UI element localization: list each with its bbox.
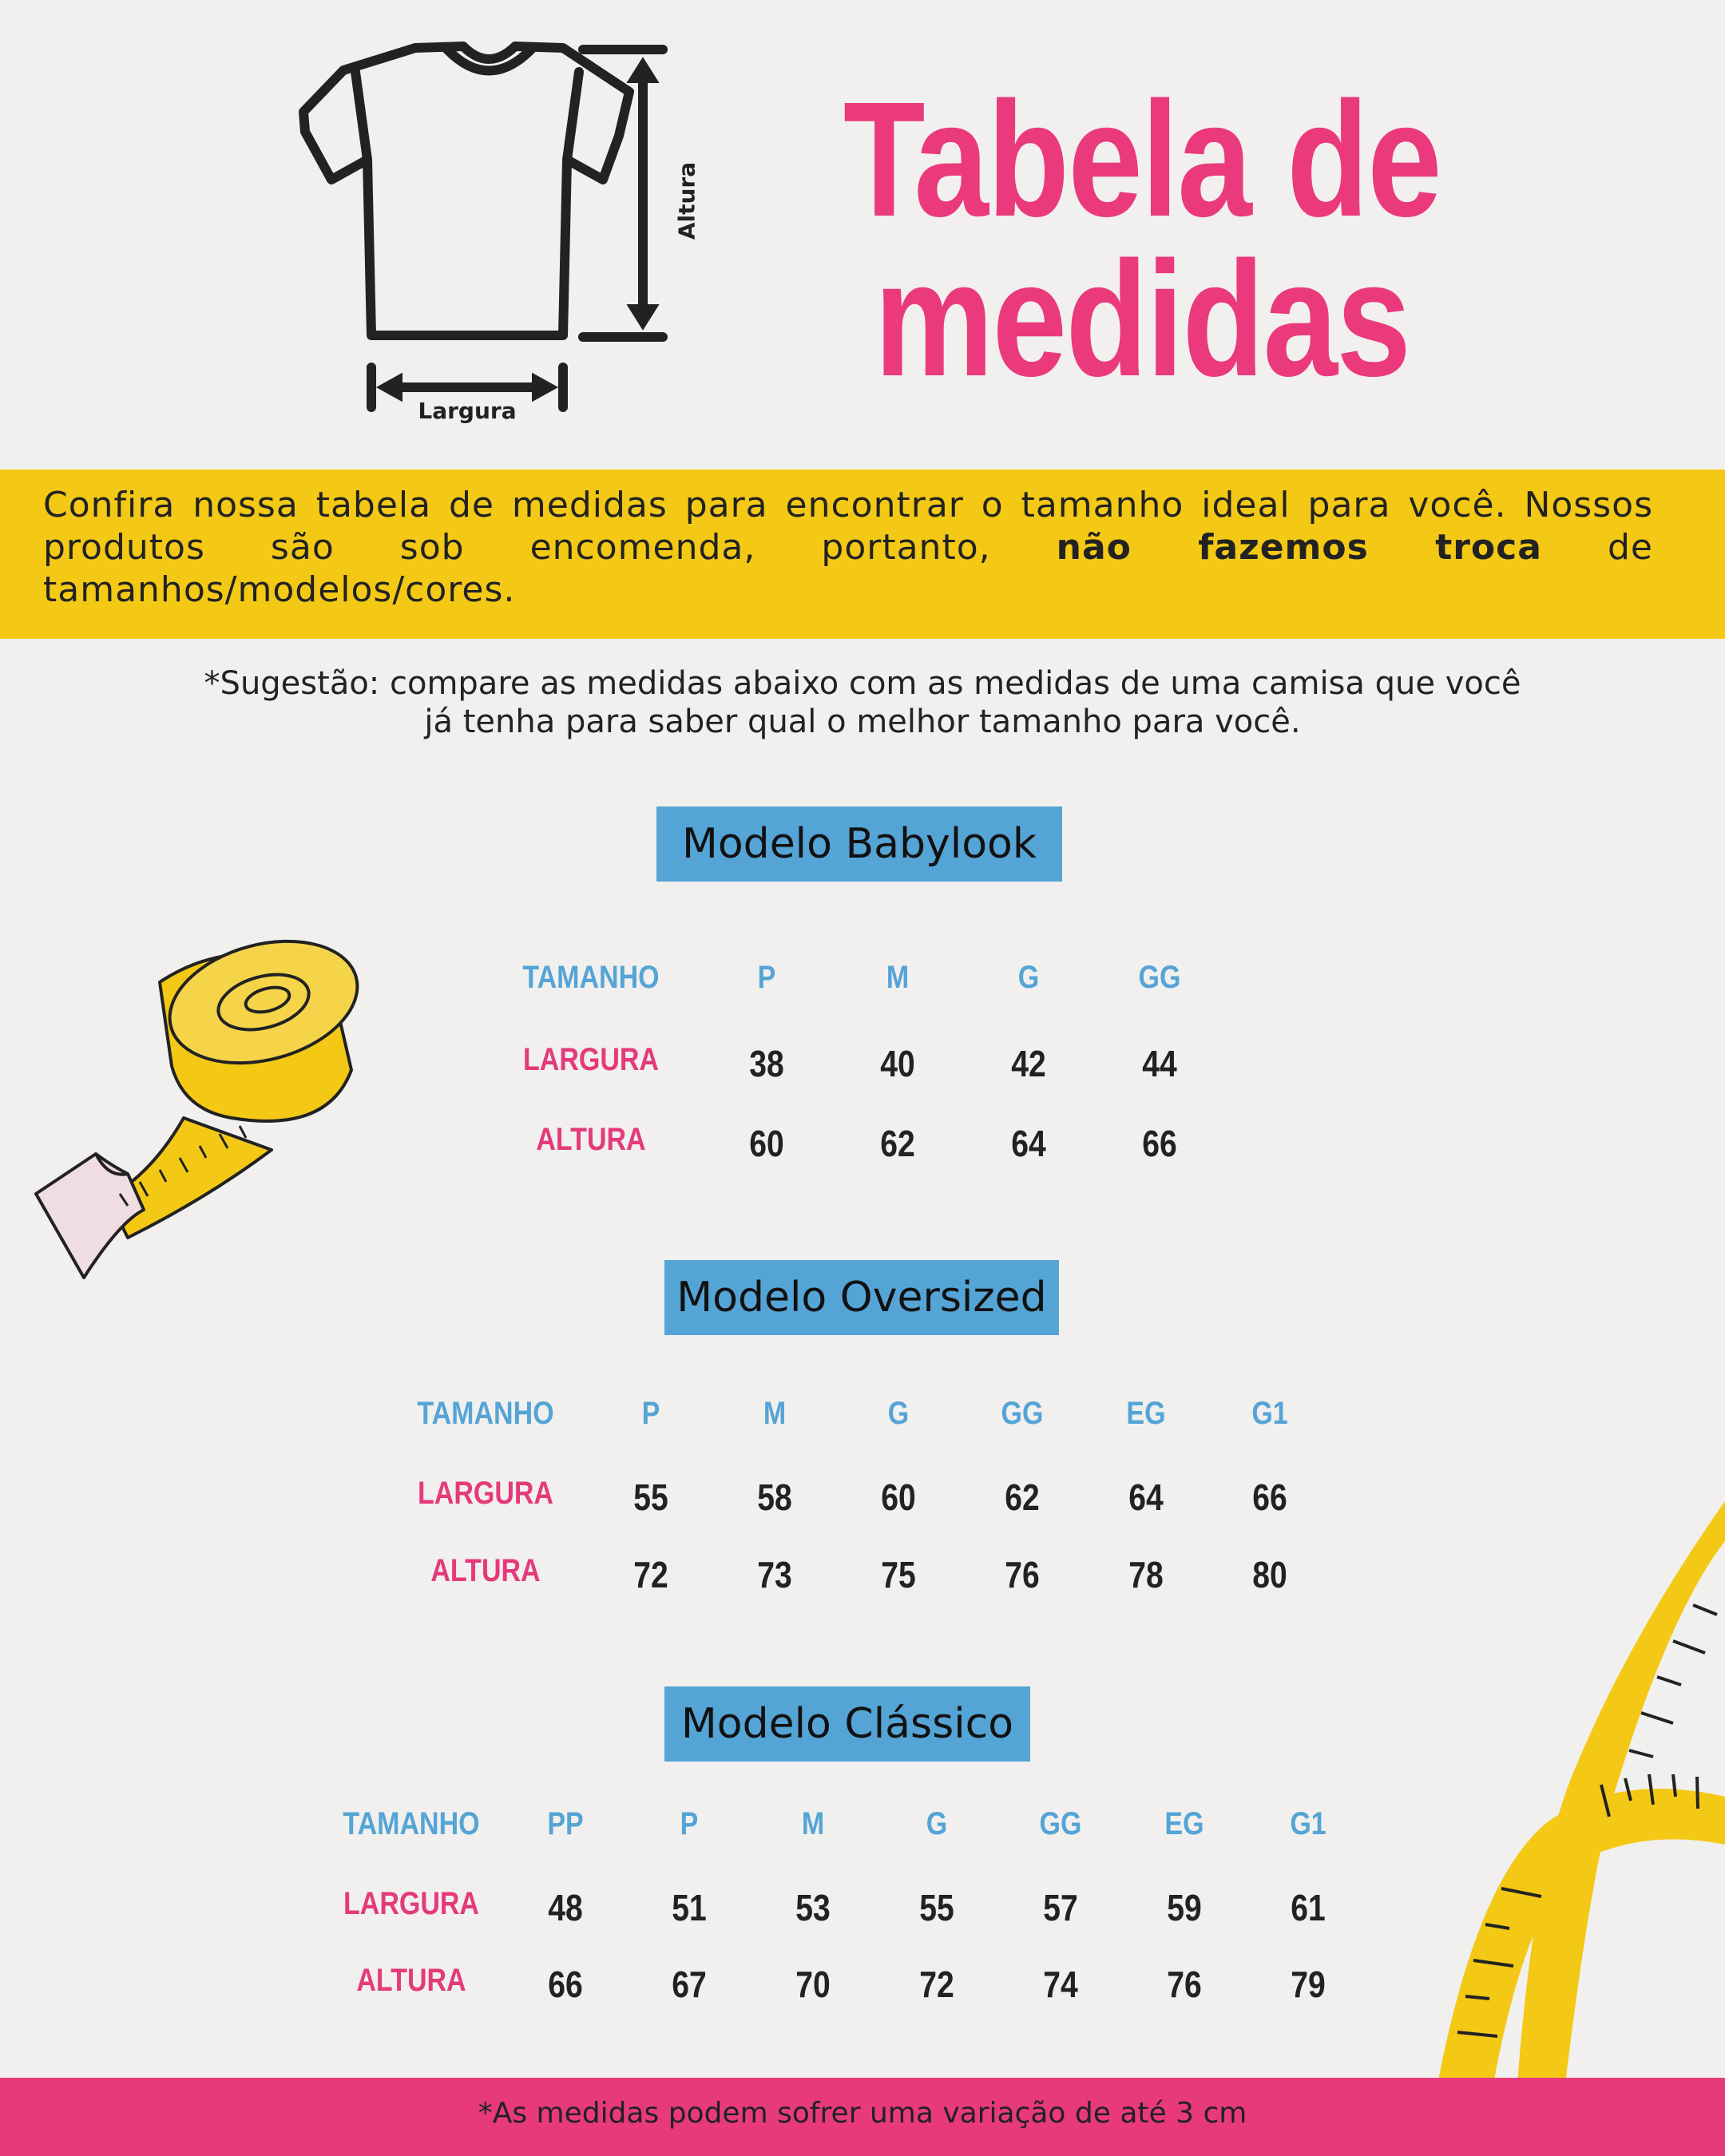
measurement-value: 51	[672, 1887, 707, 1928]
measurement-value: 80	[1252, 1554, 1287, 1595]
row-label: LARGURA	[343, 1886, 479, 1921]
measurement-value: 60	[749, 1123, 784, 1164]
measurement-value: 66	[548, 1964, 583, 2005]
row-label: ALTURA	[430, 1553, 541, 1588]
row-label: LARGURA	[418, 1476, 553, 1511]
measurement-value: 55	[919, 1887, 954, 1928]
footer-note: *As medidas podem sofrer uma variação de até 3 cm	[478, 2097, 1247, 2130]
measurement-value: 72	[633, 1554, 668, 1595]
size-header: G1	[1290, 1806, 1326, 1841]
row-label: LARGURA	[523, 1042, 659, 1077]
size-header: G	[887, 1396, 910, 1431]
table-header-label: TAMANHO	[417, 1396, 554, 1431]
measurement-value: 66	[1252, 1476, 1287, 1518]
page-title-line2: medidas	[874, 228, 1410, 410]
measurement-value: 44	[1142, 1043, 1177, 1084]
size-header: M	[801, 1806, 825, 1841]
measuring-tape-strip-icon	[1430, 1533, 1725, 2084]
measurement-value: 58	[757, 1476, 792, 1518]
size-header: EG	[1126, 1396, 1166, 1431]
size-header: GG	[1039, 1806, 1082, 1841]
size-header: P	[641, 1396, 660, 1431]
table-header-label: TAMANHO	[522, 960, 660, 995]
measurement-value: 74	[1043, 1964, 1078, 2005]
size-header: P	[680, 1806, 699, 1841]
measurement-value: 64	[1128, 1476, 1164, 1518]
measurement-value: 61	[1291, 1887, 1326, 1928]
model-label: Modelo Oversized	[664, 1260, 1059, 1335]
measurement-value: 73	[757, 1554, 792, 1595]
measuring-tape-roll-icon	[32, 934, 375, 1286]
tshirt-icon	[295, 32, 679, 431]
no-exchange-notice: não fazemos troca	[1056, 527, 1542, 568]
measurement-value: 53	[795, 1887, 831, 1928]
measurement-value: 55	[633, 1476, 668, 1518]
measurement-value: 62	[1005, 1476, 1040, 1518]
row-label: ALTURA	[536, 1122, 646, 1157]
size-header: EG	[1164, 1806, 1204, 1841]
measurement-value: 76	[1167, 1964, 1202, 2005]
measurement-value: 75	[881, 1554, 916, 1595]
size-header: P	[757, 960, 776, 995]
measurement-value: 70	[795, 1964, 831, 2005]
page-title	[795, 68, 1489, 410]
page-title-line1: Tabela de	[843, 68, 1441, 251]
info-banner-text: Confira nossa tabela de medidas para encontrar o tamanho ideal para você. Nossos produtos são sob encomenda, portanto, não fazemos troca de tamanhos/modelos/cores.	[43, 485, 1653, 610]
measurement-value: 72	[919, 1964, 954, 2005]
diagram-width-label: Largura	[418, 398, 517, 424]
measurement-value: 64	[1011, 1123, 1046, 1164]
measurement-value: 40	[880, 1043, 915, 1084]
size-header: G	[926, 1806, 948, 1841]
measurement-value: 38	[749, 1043, 784, 1084]
model-label: Modelo Clássico	[664, 1686, 1030, 1762]
size-header: GG	[1001, 1396, 1044, 1431]
size-header: G	[1017, 960, 1040, 995]
measurement-value: 78	[1128, 1554, 1164, 1595]
suggestion-note: *Sugestão: compare as medidas abaixo com as medidas de uma camisa que você já tenha para saber qual o melhor tamanho para você.	[204, 665, 1521, 740]
measurement-value: 76	[1005, 1554, 1040, 1595]
measurement-value: 59	[1167, 1887, 1202, 1928]
table-header-label: TAMANHO	[343, 1806, 480, 1841]
size-header: M	[886, 960, 910, 995]
size-header: G1	[1251, 1396, 1288, 1431]
diagram-height-label: Altura	[673, 161, 700, 240]
size-header: GG	[1138, 960, 1181, 995]
size-header: PP	[547, 1806, 584, 1841]
measurement-value: 79	[1291, 1964, 1326, 2005]
measurement-value: 48	[548, 1887, 583, 1928]
measurement-value: 67	[672, 1964, 707, 2005]
measurement-value: 62	[880, 1123, 915, 1164]
size-header: M	[763, 1396, 787, 1431]
row-label: ALTURA	[356, 1963, 466, 1998]
measurement-value: 57	[1043, 1887, 1078, 1928]
measurement-value: 66	[1142, 1123, 1177, 1164]
measurement-value: 42	[1011, 1043, 1046, 1084]
model-label: Modelo Babylook	[656, 807, 1062, 882]
measurement-value: 60	[881, 1476, 916, 1518]
